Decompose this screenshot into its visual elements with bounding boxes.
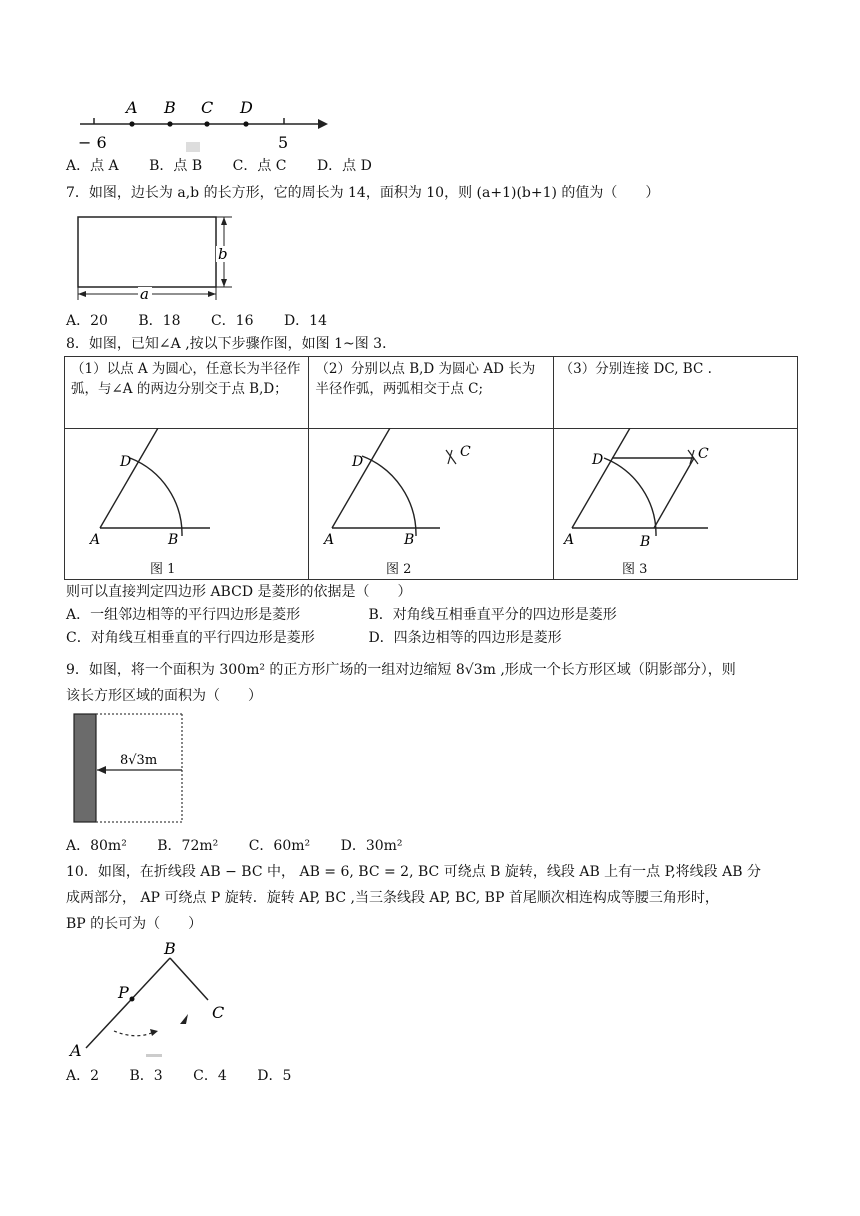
figure-3 — [560, 428, 750, 548]
figure-2-caption: 图 2 — [386, 562, 412, 577]
q7-option-c[interactable]: C．16 — [210, 313, 254, 329]
q10-option-c[interactable]: C．4 — [193, 1068, 227, 1084]
tick-label-right: 5 — [278, 133, 289, 152]
q10-stem-line2: 成两部分， AP 可绕点 P 旋转．旋转 AP, BC ,当三条线段 AP, BC, BP 首尾顺次相连构成等腰三角形时， — [66, 890, 719, 906]
q8-question: 则可以直接判定四边形 ABCD 是菱形的依据是（ ） — [66, 584, 412, 600]
figure-3-caption: 图 3 — [622, 562, 648, 577]
q8-options-row2 — [66, 628, 666, 648]
q10-option-d[interactable]: D．5 — [257, 1068, 292, 1084]
number-line-figure — [66, 96, 336, 156]
q9-option-d[interactable]: D．30m² — [340, 838, 403, 854]
q10-stem-line3: BP 的长可为（ ） — [66, 916, 203, 932]
label-c: C — [212, 1003, 225, 1022]
label-b: B — [164, 939, 176, 958]
square-plaza-figure — [70, 710, 190, 826]
fig2-label-c: C — [460, 444, 471, 460]
q8-options-row1 — [66, 605, 666, 625]
q10-option-b[interactable]: B．3 — [129, 1068, 163, 1084]
q7-option-b[interactable]: B．18 — [138, 313, 181, 329]
q7-options — [66, 311, 353, 331]
q7-option-d[interactable]: D．14 — [283, 313, 327, 329]
q6-option-a[interactable]: A．点 A — [66, 158, 119, 174]
point-label-a: A — [126, 98, 138, 117]
fig2-label-d: D — [352, 454, 364, 470]
q8-option-c[interactable]: C．对角线互相垂直的平行四边形是菱形 — [66, 630, 315, 646]
q9-option-c[interactable]: C．60m² — [248, 838, 311, 854]
label-p: P — [118, 983, 129, 1002]
figure-2 — [320, 428, 490, 548]
figure-1 — [88, 428, 228, 548]
fig1-label-d: D — [120, 454, 132, 470]
q8-option-b[interactable]: B．对角线互相垂直平分的四边形是菱形 — [368, 607, 617, 623]
polyline-figure — [66, 936, 246, 1060]
figure-1-caption: 图 1 — [150, 562, 176, 577]
q6-options — [66, 156, 398, 176]
q10-options — [66, 1066, 317, 1086]
fig3-label-d: D — [592, 452, 604, 468]
q9-stem-line1: 9．如图，将一个面积为 300m² 的正方形广场的一组对边缩短 8√3m ,形成一个长方形区域（阴影部分），则 — [66, 662, 736, 678]
point-label-b: B — [164, 98, 176, 117]
q7-stem: 7．如图，边长为 a,b 的长方形，它的周长为 14，面积为 10，则 (a+1)(b+1) 的值为（ ） — [66, 185, 660, 201]
step-2-text: （2）分别以点 B,D 为圆心 AD 长为半径作弧，两弧相交于点 C; — [309, 357, 553, 429]
q8-stem: 8．如图，已知∠A ,按以下步骤作图，如图 1~图 3． — [66, 336, 397, 352]
side-label-a: a — [140, 285, 149, 303]
point-label-d: D — [240, 98, 253, 117]
q10-stem-line1: 10．如图，在折线段 AB − BC 中， AB = 6, BC = 2, BC 可绕点 B 旋转，线段 AB 上有一点 P,将线段 AB 分 — [66, 864, 761, 880]
fig3-label-a: A — [564, 532, 575, 548]
fig2-label-a: A — [324, 532, 335, 548]
point-label-c: C — [201, 98, 214, 117]
q7-option-a[interactable]: A．20 — [66, 313, 108, 329]
fig3-label-c: C — [698, 446, 709, 462]
q6-option-d[interactable]: D．点 D — [316, 158, 372, 174]
q9-options — [66, 836, 429, 856]
fig1-label-b: B — [168, 532, 179, 548]
tick-label-left: − 6 — [78, 133, 107, 152]
q6-option-c[interactable]: C．点 C — [232, 158, 287, 174]
arrow-label: 8√3m — [120, 753, 158, 768]
step-1-text: （1）以点 A 为圆心，任意长为半径作弧，与∠A 的两边分别交于点 B,D； — [65, 357, 309, 429]
label-a: A — [70, 1041, 82, 1060]
rectangle-figure — [66, 212, 246, 307]
q6-option-b[interactable]: B．点 B — [149, 158, 203, 174]
fig2-label-b: B — [404, 532, 415, 548]
side-label-b: b — [218, 245, 228, 263]
q8-option-d[interactable]: D．四条边相等的四边形是菱形 — [368, 630, 562, 646]
q8-option-a[interactable]: A．一组邻边相等的平行四边形是菱形 — [66, 607, 301, 623]
q9-option-b[interactable]: B．72m² — [157, 838, 219, 854]
fig1-label-a: A — [90, 532, 101, 548]
q9-option-a[interactable]: A．80m² — [66, 838, 127, 854]
step-3-text: （3）分别连接 DC, BC . — [553, 357, 797, 429]
q10-option-a[interactable]: A．2 — [66, 1068, 100, 1084]
q9-stem-line2: 该长方形区域的面积为（ ） — [66, 688, 262, 704]
fig3-label-b: B — [640, 534, 651, 548]
